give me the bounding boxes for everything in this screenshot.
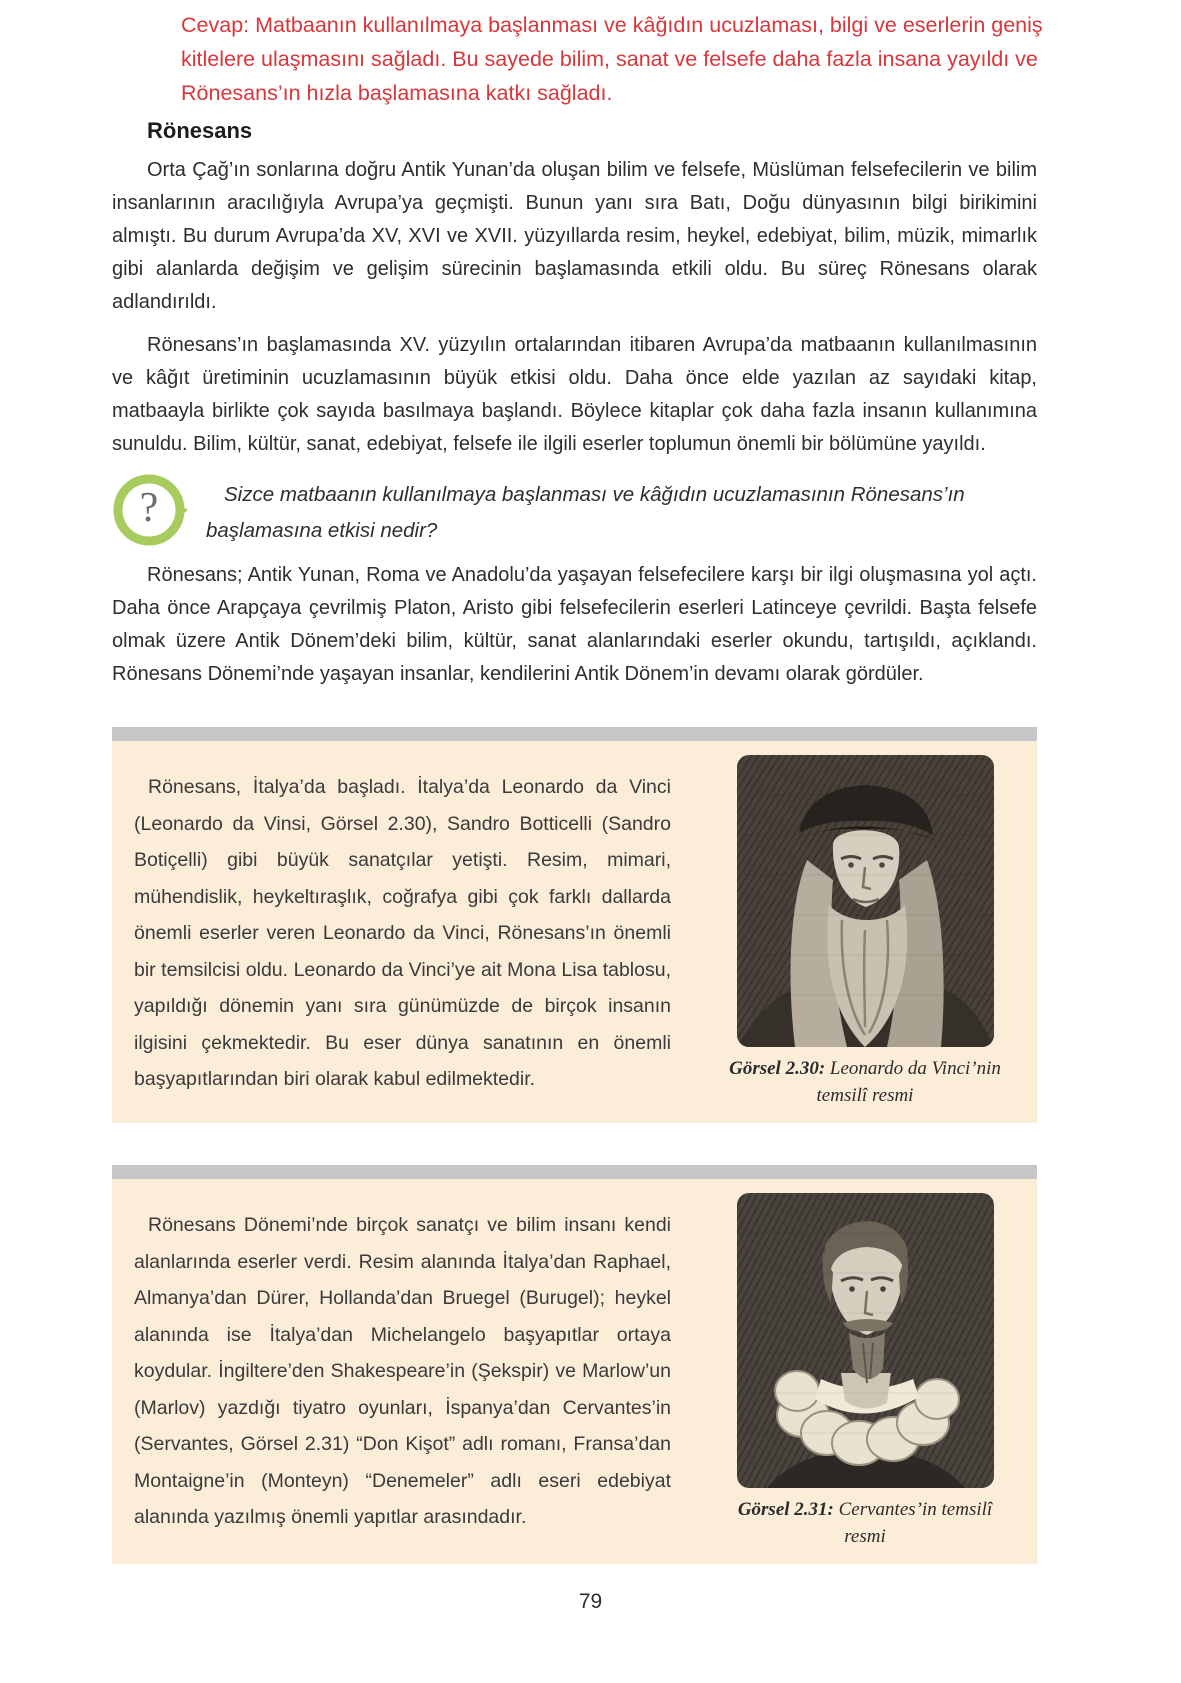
leonardo-portrait-image bbox=[737, 755, 994, 1047]
page-number: 79 bbox=[578, 1590, 603, 1613]
caption-2-label: Görsel 2.31: bbox=[737, 1499, 834, 1520]
question-mark-icon bbox=[112, 471, 190, 549]
box-top-bar bbox=[112, 1165, 1037, 1179]
box-2-text: Rönesans Dönemi’nde birçok sanatçı ve bilim insanı kendi alanlarında eserler verdi. Resim alanında İtalya’dan Raphael, Almanya’dan Dürer, Hollanda’dan Bruegel (Burugel); heykel alanında ise İtalya’dan Michelangelo başyapıtlar ortaya koydular. İngiltere’den Shakespeare’in (Şekspir) ve Marlow’un (Marlov) yazdığı tiyatro oyunları, İspanya’dan Cervantes’in (Servantes, Görsel 2.31) “Don Kişot” adlı romanı, Fransa’dan Montaigne’in (Monteyn) “Denemeler” adlı eseri edebiyat alanında yazılmış önemli yapıtlar arasındadır. bbox=[134, 1214, 671, 1528]
svg-text:?: ? bbox=[139, 485, 159, 531]
box-1-text: Rönesans, İtalya’da başladı. İtalya’da Leonardo da Vinci (Leonardo da Vinsi, Görsel 2.30), Sandro Botticelli (Sandro Botiçelli) gibi büyük sanatçılar yetişti. Resim, mimari, mühendislik, heykeltıraşlık, coğrafya gibi çok farklı dallarda önemli eserler veren Leonardo da Vinci, Rönesans’ın önemli bir temsilcisi oldu. Leonardo da Vinci’ye ait Mona Lisa tablosu, yapıldığı dönemin yanı sıra günümüzde de birçok insanın ilgisini çekmektedir. Bu eser dünya sanatının en önemli başyapıtlarından biri olarak kabul edilmektedir. bbox=[134, 776, 671, 1090]
caption-1-label: Görsel 2.30: bbox=[729, 1058, 826, 1079]
figure-leonardo bbox=[715, 755, 1015, 1109]
answer-text: Cevap: Matbaanın kullanılmaya başlanması ve kâğıdın ucuzlaması, bilgi ve eserlerin geniş kitlelere ulaşmasını sağladı. Bu sayede bilim, sanat ve felsefe daha fazla insana yayıldı ve Rönesans’ın hızla başlamasına katkı sağladı. bbox=[181, 13, 1043, 105]
paragraph-2: Rönesans’ın başlamasında XV. yüzyılın ortalarından itibaren Avrupa’da matbaanın kullanılmasının ve kâğıt üretiminin ucuzlamasının büyük etkisi oldu. Daha önce elde yazılan az sayıdaki kitap, matbaayla birlikte çok sayıda basılmaya başlandı. Böylece kitaplar çok daha fazla insanın kullanımına sunuldu. Bilim, kültür, sanat, edebiyat, felsefe ile ilgili eserler toplumun önemli bir bölümüne yayıldı. bbox=[112, 334, 1037, 455]
section-heading: Rönesans bbox=[147, 118, 253, 143]
caption-1-text: Leonardo da Vinci’nin temsilî resmi bbox=[816, 1058, 1001, 1106]
box-body bbox=[112, 741, 1037, 1123]
figure-caption-1 bbox=[715, 1055, 1015, 1109]
box-body bbox=[112, 1179, 1037, 1564]
caption-2-text: Cervantes’in temsilî resmi bbox=[838, 1499, 993, 1547]
paragraph-3: Rönesans; Antik Yunan, Roma ve Anadolu’da yaşayan felsefecilere karşı bir ilgi oluşmasına yol açtı. Daha önce Arapçaya çevrilmiş Platon, Aristo gibi felsefecilerin eserleri Latinceye çevrildi. Başta felsefe olmak üzere Antik Dönem’deki bilim, kültür, sanat alanlarındaki eserler okundu, tartışıldı, açıklandı. Rönesans Dönemi’nde yaşayan insanlar, kendilerini Antik Dönem’in devamı olarak gördüler. bbox=[112, 564, 1037, 685]
info-box-cervantes bbox=[112, 1165, 1037, 1564]
question-text: Sizce matbaanın kullanılmaya başlanması ve kâğıdın ucuzlamasının Rönesans’ın başlamasına etkisi nedir? bbox=[206, 483, 965, 542]
cervantes-portrait-image bbox=[737, 1193, 994, 1488]
box-top-bar bbox=[112, 727, 1037, 741]
paragraph-1: Orta Çağ’ın sonlarına doğru Antik Yunan’da oluşan bilim ve felsefe, Müslüman felsefecilerin ve bilim insanlarının aracılığıyla Avrupa’ya geçmişti. Bunun yanı sıra Batı, Doğu dünyasının bilgi birikimini almıştı. Bu durum Avrupa’da XV, XVI ve XVII. yüzyıllarda resim, heykel, edebiyat, bilim, müzik, mimarlık gibi alanlarda değişim ve gelişim sürecinin başlamasında etkili oldu. Bu süreç Rönesans olarak adlandırıldı. bbox=[112, 159, 1037, 313]
info-box-leonardo bbox=[112, 727, 1037, 1123]
question-block bbox=[112, 471, 1022, 549]
figure-caption-2 bbox=[715, 1496, 1015, 1550]
figure-cervantes bbox=[715, 1193, 1015, 1550]
